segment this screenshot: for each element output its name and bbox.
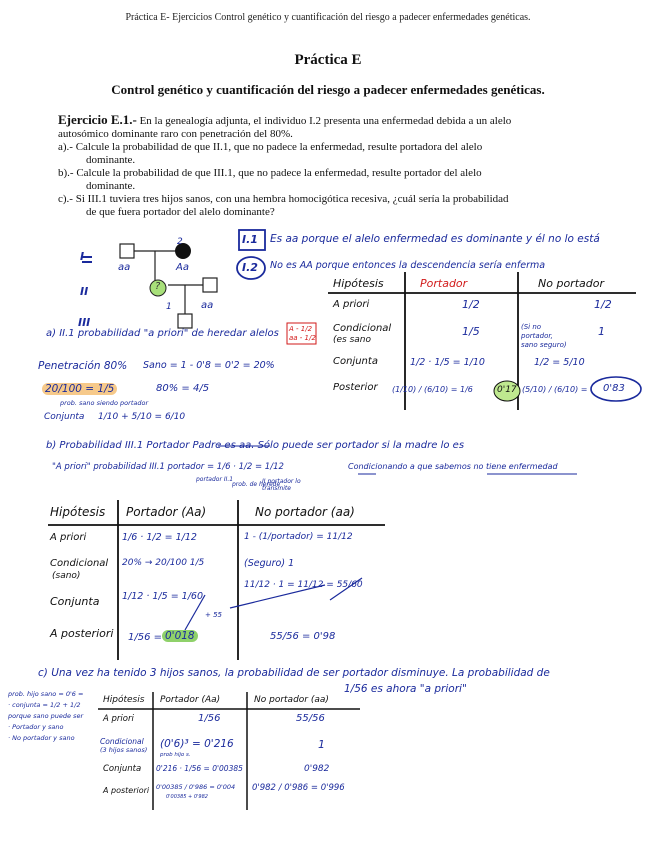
question-b-2: dominante.	[86, 180, 136, 192]
part-b-line2: "A priori" probabilidad III.1 portador = 1/6 · 1/2 = 1/12	[52, 462, 284, 472]
t3-row2-noport: 1	[318, 738, 325, 751]
part-b-sub2: prob. de herede	[232, 481, 281, 488]
t1-row2-port: 1/5	[462, 325, 480, 338]
part-a-calc2: 80% = 4/5	[156, 383, 210, 394]
t2-row2-noport: (Seguro) 1	[244, 558, 295, 569]
note2-text: No es AA porque entonces la descendencia sería enferma	[270, 260, 546, 271]
t2-row4-label: A posteriori	[50, 627, 114, 640]
part-c-side3: porque sano puede ser	[8, 712, 84, 720]
t2-row1-label: A priori	[50, 532, 87, 543]
t3-row1-port: 1/56	[198, 713, 221, 724]
iii1-number: 1	[166, 302, 172, 312]
t2-row3-sum: + 55	[205, 611, 222, 619]
t3-row1-label: A priori	[103, 714, 134, 724]
part-b-sub1: portador II.1	[196, 476, 234, 483]
question-b-1: b).- Calcule la probabilidad de que III.1, que no padece la enfermedad, resulte portador del alelo	[58, 167, 482, 179]
part-a-fraction-highlight: 20/100 = 1/5	[42, 383, 117, 395]
part-c-side5: · No portador y sano	[8, 734, 75, 742]
part-c-sidenotes	[8, 689, 98, 744]
t3-header-noport: No portador (aa)	[254, 695, 329, 705]
t1-row1-label: A priori	[333, 299, 370, 310]
part-a-penetrance: Penetración 80%	[38, 360, 128, 372]
i1-genotype: aa	[118, 262, 131, 273]
t1-row2-note: (Si no portador, sano seguro)	[521, 323, 567, 349]
t3-row1-noport: 55/56	[296, 713, 325, 724]
exercise-label: Ejercicio E.1.-	[58, 112, 137, 127]
t1-row4-label: Posterior	[333, 382, 378, 393]
t1-header-hyp: Hipótesis	[333, 277, 384, 290]
t1-row4-port: (1/10) / (6/10) = 1/6	[392, 385, 473, 394]
part-a-small-note: prob. sano siendo portador	[60, 399, 149, 407]
t2-row2-sub: (sano)	[52, 571, 81, 581]
page-subtitle: Control genético y cuantificación del riesgo a padecer enfermedades genéticas.	[111, 82, 545, 97]
t3-row4-small: 0'00385 + 0'982	[166, 794, 208, 800]
t2-header-port: Portador (Aa)	[126, 505, 207, 519]
t3-row3-noport: 0'982	[304, 764, 330, 774]
page-title: Práctica E	[294, 52, 362, 68]
t3-row3-label: Conjunta	[103, 764, 142, 774]
t2-header-hyp: Hipótesis	[50, 505, 106, 519]
t1-row1-noport: 1/2	[594, 298, 612, 311]
t1-row2-sub: (es sano	[333, 335, 372, 345]
t2-row3-label: Conjunta	[50, 595, 100, 608]
part-b-line2b: Condicionando a que sabemos no tiene enfermedad	[348, 462, 558, 471]
t3-row4-noport: 0'982 / 0'986 = 0'996	[252, 783, 345, 793]
generation-label-II: II	[80, 285, 89, 298]
t3-row4-label: A posteriori	[103, 786, 150, 795]
part-c-side1: prob. hijo sano = 0'6 =	[8, 690, 84, 698]
question-c-1: c).- Si III.1 tuviera tres hijos sanos, con una hembra homocigótica recesiva, ¿cuál sería la probabilidad	[58, 193, 509, 205]
ii1-unknown-mark: ?	[155, 281, 161, 292]
exercise-intro-1: En la genealogía adjunta, el individuo I.2 presenta una enfermedad debida a un alelo	[139, 115, 512, 127]
part-a-line1: a) II.1 probabilidad "a priori" de heredar alelos	[46, 328, 279, 339]
exercise-intro-2: autosómico dominante raro con penetración del 80%.	[58, 128, 293, 140]
note1-box-label: I.1	[242, 233, 258, 246]
part-c-line1: c) Una vez ha tenido 3 hijos sanos, la probabilidad de ser portador disminuye. La probabilidad de	[38, 667, 550, 679]
part-a-conjunta-value: 1/10 + 5/10 = 6/10	[98, 412, 186, 422]
part-a-calc1: Sano = 1 - 0'8 = 0'2 = 20%	[143, 360, 275, 371]
i2-genotype: Aa	[176, 262, 189, 273]
t3-row2-sub: (3 hijos sanos)	[100, 746, 148, 754]
part-b-sub3: II portador lo transmite	[262, 478, 301, 492]
t3-header-port: Portador (Aa)	[160, 695, 221, 705]
t1-row2-noport: 1	[598, 325, 605, 338]
t3-row2-port: (0'6)³ = 0'216	[160, 738, 234, 750]
t2-row2-port: 20% → 20/100 1/5	[122, 558, 205, 568]
question-a-1: a).- Calcule la probabilidad de que II.1, que no padece la enfermedad, resulte portadora del alelo	[58, 141, 483, 153]
t1-row1-port: 1/2	[462, 298, 480, 311]
question-c-2: de que fuera portador del alelo dominante?	[86, 206, 275, 218]
t2-header-noport: No portador (aa)	[255, 505, 355, 519]
note2-box-label: I.2	[242, 261, 258, 274]
t3-header-hyp: Hipótesis	[103, 695, 145, 705]
t2-row4-noport: 55/56 = 0'98	[270, 631, 336, 642]
part-c-line2: 1/56 es ahora "a priori"	[344, 683, 467, 695]
t3-row3-port: 0'216 · 1/56 = 0'00385	[156, 764, 243, 773]
i2-number: 2	[177, 237, 183, 247]
generation-label-I: I	[80, 250, 85, 263]
t2-row4-port: 1/56 =	[128, 632, 163, 643]
ii2-genotype: aa	[201, 300, 214, 311]
t2-row1-port: 1/6 · 1/2 = 1/12	[122, 532, 197, 543]
t2-row3-noport: 11/12 · 1 = 11/12 = 55/60	[244, 580, 363, 590]
t1-row3-noport: 1/2 = 5/10	[534, 357, 585, 368]
t3-row2-small: prob hijo s.	[160, 752, 191, 758]
t2-row2-label: Condicional	[50, 558, 109, 569]
t1-row4-noport: (5/10) / (6/10) =	[522, 385, 588, 394]
part-c-side2: · conjunta = 1/2 + 1/2	[8, 701, 81, 709]
t1-row2-label: Condicional	[333, 323, 392, 334]
note1-text: Es aa porque el alelo enfermedad es dominante y él no lo está	[270, 233, 600, 245]
part-a-conjunta-label: Conjunta	[44, 412, 85, 422]
t2-row4-port-highlight: 0'018	[162, 630, 198, 642]
part-a-box-2: aa - 1/2	[289, 334, 316, 342]
t1-row3-port: 1/2 · 1/5 = 1/10	[410, 357, 485, 368]
part-b-line1: b) Probabilidad III.1 Portador Padre es aa. Sólo puede ser portador si la madre lo es	[46, 440, 465, 451]
t1-header-noport: No portador	[538, 277, 604, 290]
generation-label-III: III	[78, 316, 91, 329]
t1-row4-port-circled: 0'17	[497, 385, 517, 395]
t3-row2-label: Condicional	[100, 737, 144, 746]
page-header: Práctica E- Ejercicios Control genético y cuantificación del riesgo a padecer enfermedades genéticas.	[125, 12, 531, 23]
t2-row3-port: 1/12 · 1/5 = 1/60	[122, 591, 204, 602]
t1-row3-label: Conjunta	[333, 356, 378, 367]
part-c-side4: · Portador y sano	[8, 723, 64, 731]
part-a-box-1: A - 1/2	[289, 325, 313, 333]
t1-row4-noport-circled: 0'83	[603, 383, 625, 394]
t2-row1-noport: 1 - (1/portador) = 11/12	[244, 532, 353, 542]
t3-row4-port: 0'00385 / 0'986 = 0'004	[156, 783, 236, 791]
t1-header-port: Portador	[420, 277, 468, 290]
question-a-2: dominante.	[86, 154, 136, 166]
